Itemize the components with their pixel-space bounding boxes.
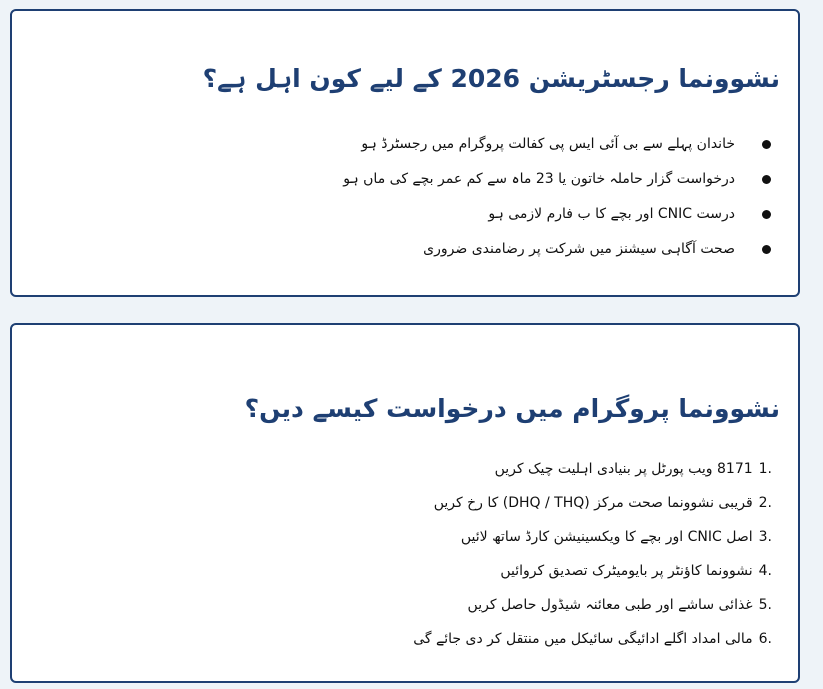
eligibility-title: نشوونما رجسٹریشن 2026 کے لیے کون اہل ہے؟ xyxy=(202,64,780,93)
step-text: قریبی نشوونما صحت مرکز (DHQ / THQ) کا رخ کریں xyxy=(433,495,753,511)
step-number: 5. xyxy=(758,597,772,613)
step-text: مالی امداد اگلے ادائیگی سائیکل میں منتقل کر دی جائے گی xyxy=(413,631,753,647)
step-text: 8171 ویب پورٹل پر بنیادی اہلیت چیک کریں xyxy=(494,461,753,477)
bullet-icon xyxy=(762,140,771,149)
step-text: نشوونما کاؤنٹر پر بایومیٹرک تصدیق کروائیں xyxy=(500,563,753,579)
step-text: غذائی ساشے اور طبی معائنہ شیڈول حاصل کریں xyxy=(467,597,753,613)
step-number: 4. xyxy=(758,563,772,579)
step-number: 6. xyxy=(758,631,772,647)
step-item xyxy=(42,452,772,486)
apply-card xyxy=(10,323,800,683)
bullet-icon xyxy=(762,245,771,254)
apply-title: نشوونما پروگرام میں درخواست کیسے دیں؟ xyxy=(244,394,780,423)
list-item xyxy=(42,127,780,162)
step-number: 2. xyxy=(758,495,772,511)
step-number: 3. xyxy=(758,529,772,545)
bullet-icon xyxy=(762,210,771,219)
list-item-text: خاندان پہلے سے بی آئی ایس پی کفالت پروگرام میں رجسٹرڈ ہو xyxy=(361,136,735,152)
list-item xyxy=(42,162,780,197)
eligibility-card xyxy=(10,9,800,297)
list-item xyxy=(42,232,780,267)
step-item xyxy=(42,520,772,554)
step-item xyxy=(42,622,772,656)
step-item xyxy=(42,486,772,520)
list-item-text: درخواست گزار حاملہ خاتون یا 23 ماہ سے کم عمر بچے کی ماں ہو xyxy=(343,171,735,187)
list-item xyxy=(42,197,780,232)
list-item-text: درست CNIC اور بچے کا ب فارم لازمی ہو xyxy=(488,206,735,222)
step-item xyxy=(42,554,772,588)
step-number: 1. xyxy=(758,461,772,477)
list-item-text: صحت آگاہی سیشنز میں شرکت پر رضامندی ضروری xyxy=(423,241,735,257)
apply-steps xyxy=(42,452,772,656)
eligibility-list xyxy=(42,127,780,267)
bullet-icon xyxy=(762,175,771,184)
step-item xyxy=(42,588,772,622)
step-text: اصل CNIC اور بچے کا ویکسینیشن کارڈ ساتھ لائیں xyxy=(460,529,753,545)
